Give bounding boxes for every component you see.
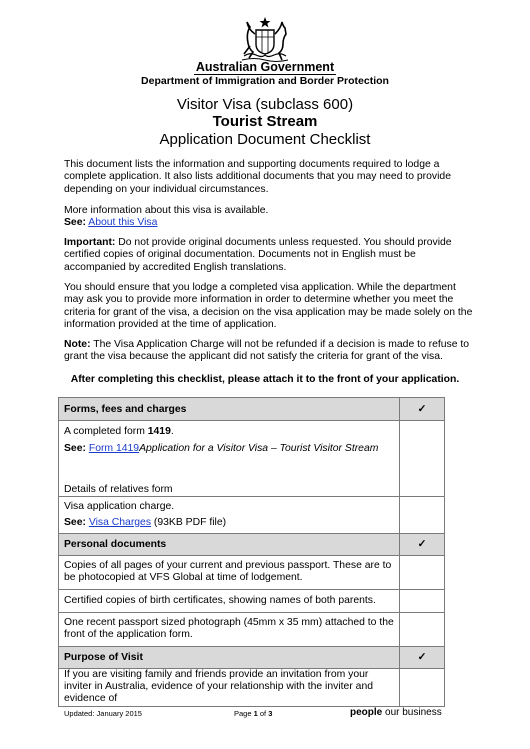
more-info-text: More information about this visa is available. [64,205,269,216]
visa-charge-item: Visa application charge. See: Visa Charges (93KB PDF file) [59,496,400,533]
tick-header: ✓ [400,646,445,668]
checklist-row [59,668,445,706]
form-1419-link[interactable]: Form 1419 [88,443,140,455]
brand-tagline: people our business [350,707,442,718]
tick-header: ✓ [400,398,445,421]
coat-of-arms-logo [236,16,294,64]
attach-notice: After completing this checklist, please attach it to the front of your application. [70,374,460,385]
visa-title: Visitor Visa (subclass 600) [176,96,354,113]
more-info-paragraph [64,205,474,230]
checkbox-cell[interactable] [400,421,445,497]
checklist-row [59,589,445,612]
section-title: Forms, fees and charges [59,398,400,421]
important-label: Important: [64,237,116,248]
form-1419-title: Application for a Visitor Visa – Tourist Visitor Stream [139,443,379,455]
checkbox-cell[interactable] [400,668,445,706]
note-text: The Visa Application Charge will not be refunded if a decision is made to refuse to grant the visa because the applicant did not satisfy the criteria for grant of the visa. [64,339,470,363]
visiting-family-item: If you are visiting family and friends provide an invitation from your inviter in Australia, evidence of your relationship with the inviter and evidence of [59,668,400,706]
checklist-row [59,555,445,589]
updated-date: Updated: January 2015 [64,709,142,718]
see-label: See: [64,443,86,455]
important-text: Do not provide original documents unless requested. You should provide certified copies of original documentation. Documents not in English must be accompanied by accredited English translations. [64,237,452,273]
birth-certificates-item: Certified copies of birth certificates, showing names of both parents. [59,589,400,612]
see-label: See: [64,516,86,528]
about-visa-link[interactable]: About this Visa [88,217,158,229]
stream-title: Tourist Stream [212,113,318,130]
passport-photo-item: One recent passport sized photograph (45mm x 35 mm) attached to the front of the application form. [59,612,400,646]
checklist-title: Application Document Checklist [159,131,371,148]
intro-paragraph: This document lists the information and supporting documents required to lodge a complete application. It also lists additional documents that you may need to provide depending on your individual circumstances. [64,159,451,195]
checkbox-cell[interactable] [400,496,445,533]
section-header-purpose [59,646,445,668]
visa-charges-link[interactable]: Visa Charges [88,516,152,528]
government-name: Australian Government [195,60,335,74]
checkbox-cell[interactable] [400,555,445,589]
checklist-row [59,496,445,533]
relatives-form-item: Details of relatives form [64,483,173,495]
page-number: Page 1 of 3 [234,709,273,718]
checkbox-cell[interactable] [400,589,445,612]
section-title: Personal documents [59,533,400,555]
checkbox-cell[interactable] [400,612,445,646]
checklist-row [59,421,445,497]
note-paragraph [64,339,474,364]
department-name: Department of Immigration and Border Protection [141,75,389,87]
passport-copies-item: Copies of all pages of your current and previous passport. These are to be photocopied at VFS Global at time of lodgement. [59,555,400,589]
tick-header: ✓ [400,533,445,555]
section-header-personal [59,533,445,555]
checklist-row [59,612,445,646]
document-checklist-table [58,397,445,707]
section-header-forms [59,398,445,421]
form-1419-item: A completed form 1419. See: Form 1419Application for a Visitor Visa – Tourist Visitor Stream Details of relatives form [59,421,400,497]
note-label: Note: [64,339,91,350]
important-paragraph [64,237,474,274]
ensure-paragraph: You should ensure that you lodge a completed visa application. While the department may ask you to provide more information in order to determine whether you meet the criteria for grant of the visa, a decision on the visa application may be made solely on the information provided at the time of application. [64,282,473,330]
section-title: Purpose of Visit [59,646,400,668]
see-label: See: [64,217,86,229]
